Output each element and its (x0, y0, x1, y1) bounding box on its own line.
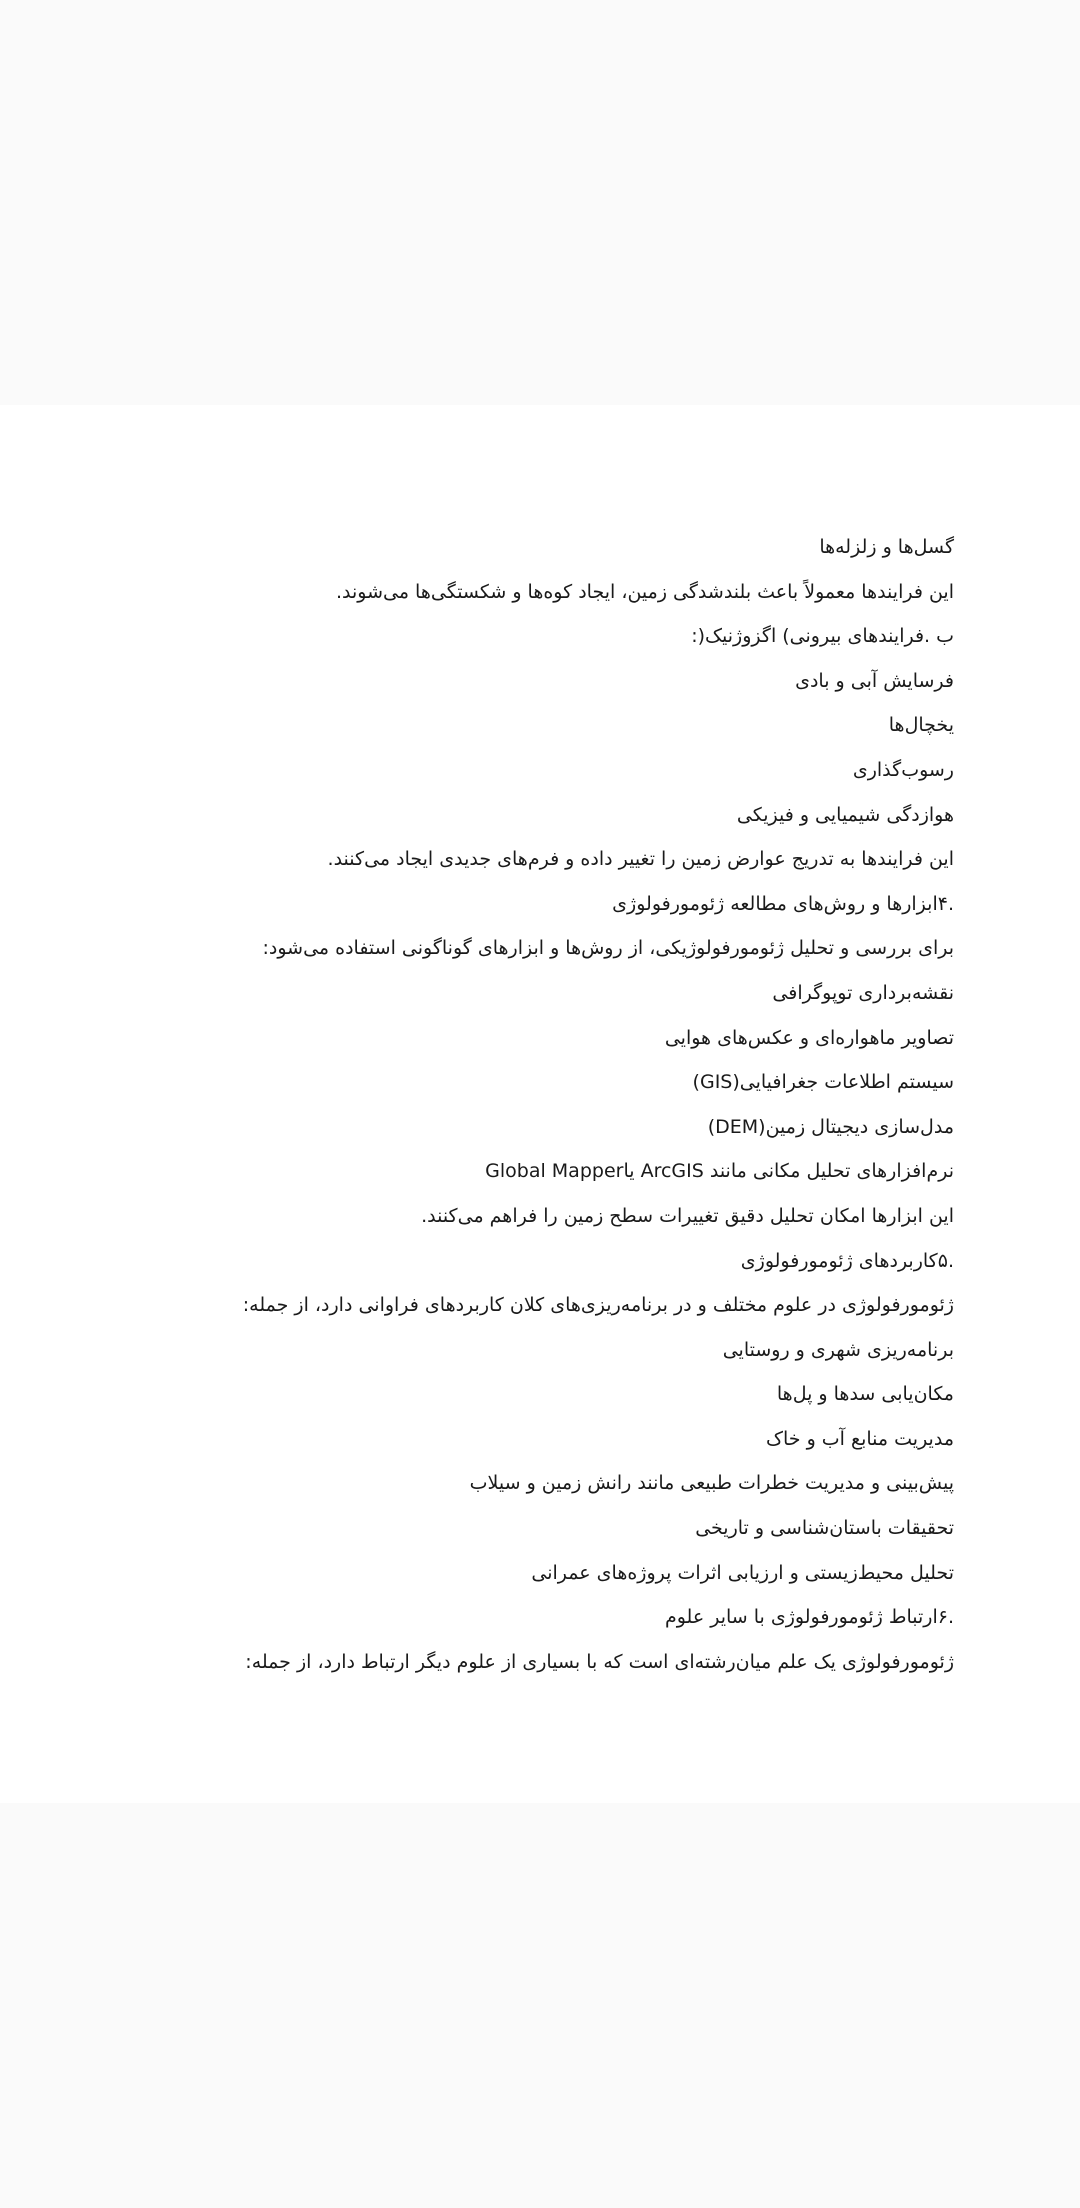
document-text (134, 525, 954, 1684)
text-line: تصاویر ماهواره‌ای و عکس‌های هوایی (664, 1026, 954, 1049)
section-heading: .۴ابزارها و روش‌های مطالعه ژئومورفولوژی (612, 892, 954, 915)
text-line: یخچال‌ها (888, 714, 954, 737)
text-line: تحلیل محیط‌زیستی و ارزیابی اثرات پروژه‌های عمرانی (531, 1561, 954, 1584)
document-page (0, 405, 1080, 1803)
text-line: برنامه‌ریزی شهری و روستایی (722, 1338, 954, 1361)
text-line: ژئومورفولوژی یک علم میان‌رشته‌ای است که با بسیاری از علوم دیگر ارتباط دارد، از جمله: (245, 1650, 954, 1673)
text-line: مدیریت منابع آب و خاک (765, 1427, 954, 1450)
bottom-margin-area (0, 1803, 1080, 2208)
text-line: مکان‌یابی سدها و پل‌ها (776, 1383, 954, 1406)
text-line: گسل‌ها و زلزله‌ها (819, 536, 954, 558)
section-heading: .۶ارتباط ژئومورفولوژی با سایر علوم (664, 1606, 954, 1629)
text-line: این فرایندها معمولاً باعث بلندشدگی زمین، ایجاد کوه‌ها و شکستگی‌ها می‌شوند. (335, 580, 954, 603)
text-line: رسوب‌گذاری (852, 758, 954, 781)
text-line: فرسایش آبی و بادی (795, 669, 954, 692)
text-line: برای بررسی و تحلیل ژئومورفولوژیکی، از روش‌ها و ابزارهای گوناگونی استفاده می‌شود: (262, 937, 954, 960)
text-line: نقشه‌برداری توپوگرافی (772, 981, 954, 1004)
text-line: ژئومورفولوژی در علوم مختلف و در برنامه‌ریزی‌های کلان کاربردهای فراوانی دارد، از جمله: (242, 1294, 954, 1317)
text-line: هوازدگی شیمیایی و فیزیکی (736, 803, 954, 826)
text-line: این ابزارها امکان تحلیل دقیق تغییرات سطح زمین را فراهم می‌کنند. (421, 1204, 954, 1227)
text-line: تحقیقات باستان‌شناسی و تاریخی (695, 1517, 954, 1540)
text-line: پیش‌بینی و مدیریت خطرات طبیعی مانند رانش زمین و سیلاب (469, 1472, 954, 1495)
text-line: ب .فرایندهای بیرونی) اگزوژنیک(: (691, 625, 954, 648)
text-line: سیستم اطلاعات جغرافیایی(GIS) (692, 1071, 954, 1094)
section-heading: .۵کاربردهای ژئومورفولوژی (740, 1249, 954, 1272)
top-margin-area (0, 0, 1080, 405)
text-line: این فرایندها به تدریج عوارض زمین را تغییر داده و فرم‌های جدیدی ایجاد می‌کنند. (327, 848, 954, 871)
text-line: مدل‌سازی دیجیتال زمین(DEM) (707, 1115, 954, 1138)
text-line: نرم‌افزارهای تحلیل مکانی مانند ArcGIS یاGlobal Mapper (485, 1160, 954, 1183)
